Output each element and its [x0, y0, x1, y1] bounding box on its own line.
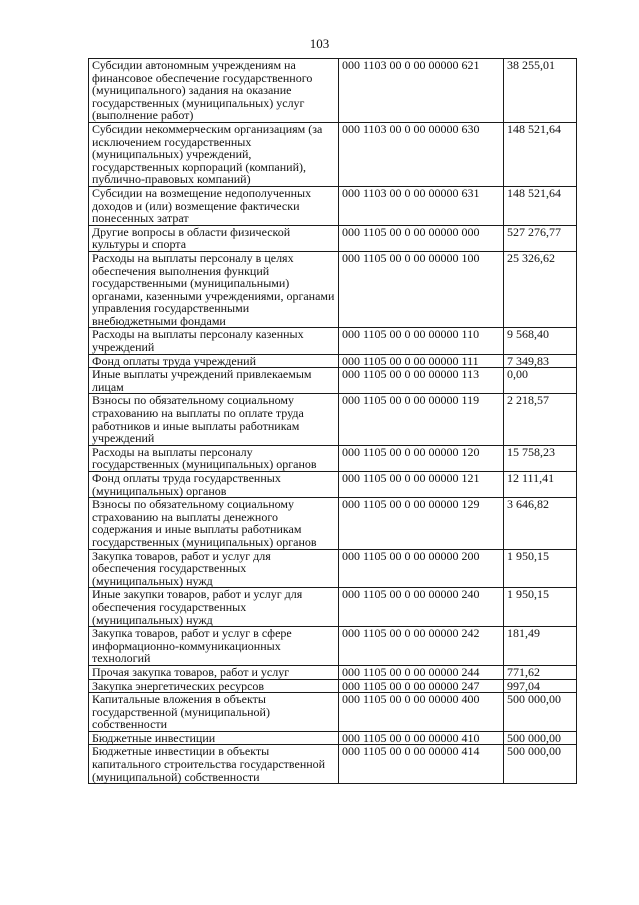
row-amount-cell: 3 646,82 — [504, 498, 577, 549]
page-number: 103 — [309, 36, 330, 51]
row-name-cell: Закупка товаров, работ и услуг в сфере информационно-коммуникационных технологий — [89, 627, 339, 666]
row-amount-cell: 148 521,64 — [504, 122, 577, 186]
row-code-cell: 000 1105 00 0 00 00000 400 — [339, 693, 504, 732]
row-code-cell: 000 1105 00 0 00 00000 240 — [339, 588, 504, 627]
row-code-cell: 000 1103 00 0 00 00000 630 — [339, 122, 504, 186]
row-name-cell: Бюджетные инвестиции — [89, 731, 339, 745]
row-code-cell: 000 1105 00 0 00 00000 242 — [339, 627, 504, 666]
row-name-cell: Субсидии автономным учреждениям на финансовое обеспечение государственного (муниципального) задания на оказание государственных (муниципальных) услуг (выполнение работ) — [89, 59, 339, 123]
table-row — [89, 472, 577, 498]
row-code-cell: 000 1105 00 0 00 00000 119 — [339, 394, 504, 445]
row-amount-cell: 181,49 — [504, 627, 577, 666]
table-row — [89, 59, 577, 123]
row-name-cell: Взносы по обязательному социальному страхованию на выплаты по оплате труда работников и иные выплаты работникам учреждений — [89, 394, 339, 445]
row-amount-cell: 500 000,00 — [504, 693, 577, 732]
row-name-cell: Бюджетные инвестиции в объекты капитального строительства государственной (муниципальной) собственности — [89, 745, 339, 784]
row-code-cell: 000 1105 00 0 00 00000 129 — [339, 498, 504, 549]
table-row — [89, 731, 577, 745]
row-amount-cell: 997,04 — [504, 679, 577, 693]
row-code-cell: 000 1105 00 0 00 00000 111 — [339, 354, 504, 368]
table-row — [89, 394, 577, 445]
budget-table-body — [89, 59, 577, 784]
row-amount-cell: 15 758,23 — [504, 445, 577, 471]
table-row — [89, 549, 577, 588]
row-name-cell: Расходы на выплаты персоналу государственных (муниципальных) органов — [89, 445, 339, 471]
row-code-cell: 000 1105 00 0 00 00000 100 — [339, 251, 504, 328]
row-name-cell: Другие вопросы в области физической культуры и спорта — [89, 225, 339, 251]
row-amount-cell: 1 950,15 — [504, 549, 577, 588]
row-code-cell: 000 1105 00 0 00 00000 244 — [339, 665, 504, 679]
table-row — [89, 122, 577, 186]
row-name-cell: Фонд оплаты труда государственных (муниципальных) органов — [89, 472, 339, 498]
row-amount-cell: 25 326,62 — [504, 251, 577, 328]
row-name-cell: Взносы по обязательному социальному страхованию на выплаты денежного содержания и иные выплаты работникам государственных (муниципальных) органов — [89, 498, 339, 549]
row-amount-cell: 500 000,00 — [504, 731, 577, 745]
row-code-cell: 000 1103 00 0 00 00000 621 — [339, 59, 504, 123]
table-row — [89, 251, 577, 328]
row-amount-cell: 527 276,77 — [504, 225, 577, 251]
table-row — [89, 679, 577, 693]
table-row — [89, 354, 577, 368]
row-amount-cell: 2 218,57 — [504, 394, 577, 445]
row-amount-cell: 9 568,40 — [504, 328, 577, 354]
row-code-cell: 000 1105 00 0 00 00000 200 — [339, 549, 504, 588]
row-name-cell: Иные закупки товаров, работ и услуг для обеспечения государственных (муниципальных) нужд — [89, 588, 339, 627]
row-name-cell: Закупка энергетических ресурсов — [89, 679, 339, 693]
row-amount-cell: 771,62 — [504, 665, 577, 679]
row-amount-cell: 1 950,15 — [504, 588, 577, 627]
table-row — [89, 186, 577, 225]
row-name-cell: Субсидии некоммерческим организациям (за исключением государственных (муниципальных) учреждений, государственных корпораций (компаний), публично-правовых компаний) — [89, 122, 339, 186]
row-amount-cell: 38 255,01 — [504, 59, 577, 123]
row-amount-cell: 500 000,00 — [504, 745, 577, 784]
row-name-cell: Расходы на выплаты персоналу в целях обеспечения выполнения функций государственными (муниципальными) органами, казенными учреждениями, органами управления государственными внебюджетными фондами — [89, 251, 339, 328]
table-row — [89, 627, 577, 666]
row-name-cell: Закупка товаров, работ и услуг для обеспечения государственных (муниципальных) нужд — [89, 549, 339, 588]
table-row — [89, 368, 577, 394]
table-row — [89, 665, 577, 679]
table-row — [89, 693, 577, 732]
row-code-cell: 000 1105 00 0 00 00000 120 — [339, 445, 504, 471]
row-amount-cell: 148 521,64 — [504, 186, 577, 225]
row-amount-cell: 0,00 — [504, 368, 577, 394]
row-code-cell: 000 1105 00 0 00 00000 410 — [339, 731, 504, 745]
table-row — [89, 498, 577, 549]
row-code-cell: 000 1105 00 0 00 00000 121 — [339, 472, 504, 498]
table-row — [89, 328, 577, 354]
row-code-cell: 000 1105 00 0 00 00000 113 — [339, 368, 504, 394]
row-name-cell: Капитальные вложения в объекты государственной (муниципальной) собственности — [89, 693, 339, 732]
table-row — [89, 745, 577, 784]
row-name-cell: Расходы на выплаты персоналу казенных учреждений — [89, 328, 339, 354]
row-amount-cell: 7 349,83 — [504, 354, 577, 368]
budget-table — [88, 58, 577, 784]
row-code-cell: 000 1105 00 0 00 00000 247 — [339, 679, 504, 693]
row-code-cell: 000 1103 00 0 00 00000 631 — [339, 186, 504, 225]
table-row — [89, 225, 577, 251]
row-amount-cell: 12 111,41 — [504, 472, 577, 498]
row-name-cell: Фонд оплаты труда учреждений — [89, 354, 339, 368]
row-code-cell: 000 1105 00 0 00 00000 110 — [339, 328, 504, 354]
row-name-cell: Иные выплаты учреждений привлекаемым лицам — [89, 368, 339, 394]
row-code-cell: 000 1105 00 0 00 00000 414 — [339, 745, 504, 784]
table-row — [89, 588, 577, 627]
row-code-cell: 000 1105 00 0 00 00000 000 — [339, 225, 504, 251]
row-name-cell: Субсидии на возмещение недополученных доходов и (или) возмещение фактически понесенных затрат — [89, 186, 339, 225]
row-name-cell: Прочая закупка товаров, работ и услуг — [89, 665, 339, 679]
table-row — [89, 445, 577, 471]
